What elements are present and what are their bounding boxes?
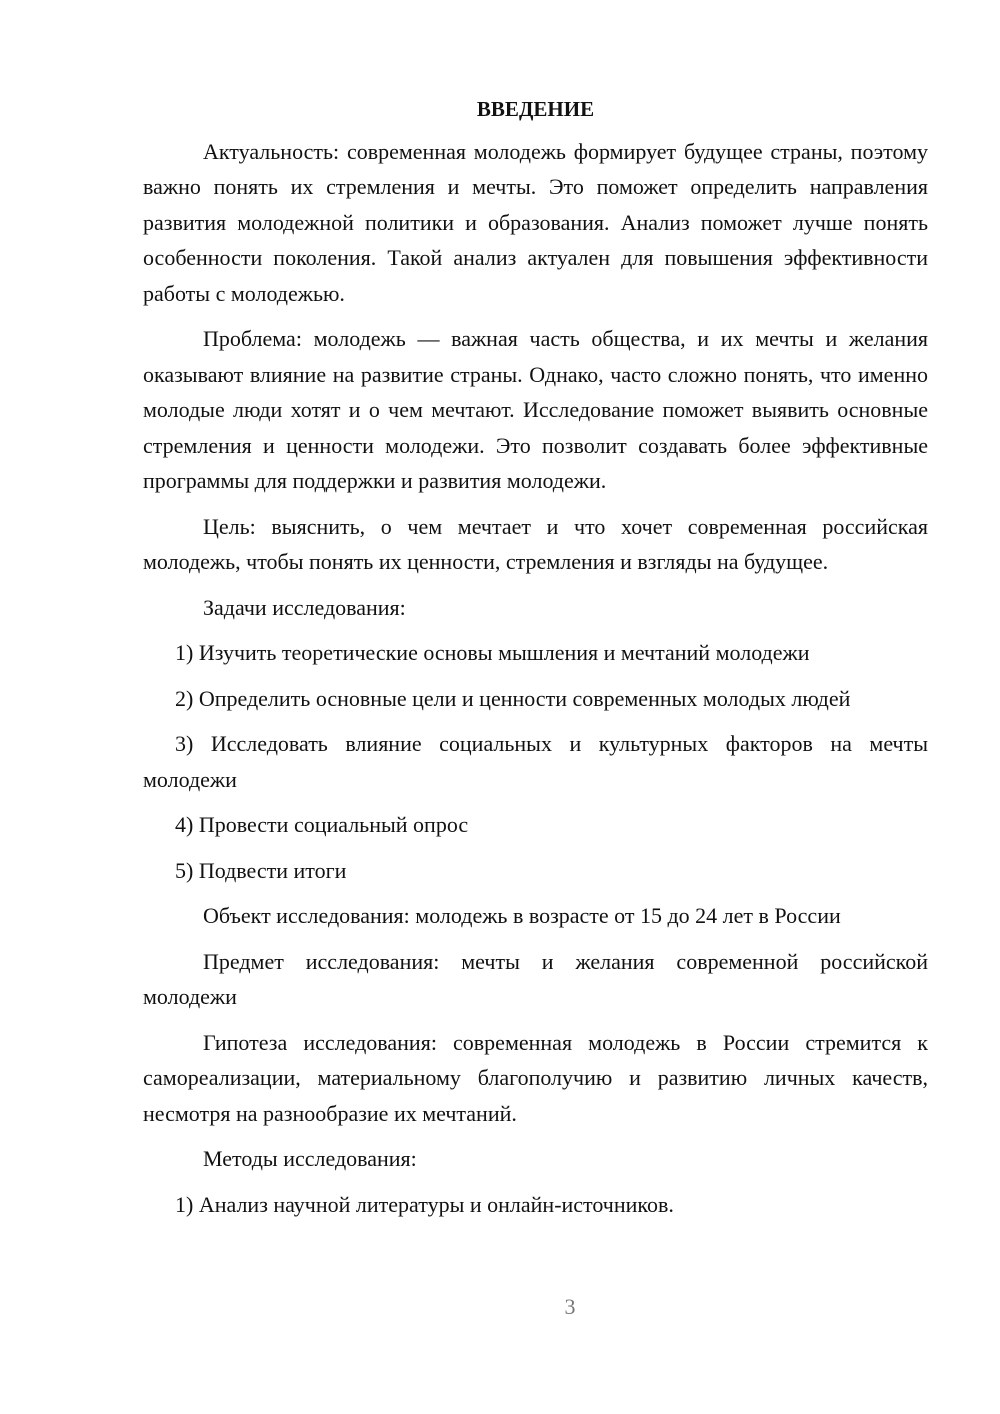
paragraph-goal: Цель: выяснить, о чем мечтает и что хочет современная российская молодежь, чтобы понять их ценности, стремления и взгляды на будущее. [143,513,928,574]
paragraph-hypothesis: Гипотеза исследования: современная молодежь в России стремится к самореализации, материальному благополучию и развитию личных качеств, несмотря на разнообразие их мечтаний. [143,1029,928,1126]
document-page [143,92,928,1232]
section-title: ВВЕДЕНИЕ [476,97,595,121]
paragraph-problem: Проблема: молодежь — важная часть общества, и их мечты и желания оказывают влияние на развитие страны. Однако, часто сложно понять, что именно молодые люди хотят и о чем мечтают. Исследование поможет выявить основные стремления и ценности молодежи. Это позволит создавать более эффективные программы для поддержки и развития молодежи. [143,326,928,493]
task-item-3: 3) Исследовать влияние социальных и культурных факторов на мечты молодежи [143,731,928,792]
paragraph-subject: Предмет исследования: мечты и желания современной российской молодежи [143,948,928,1009]
method-item-1: 1) Анализ научной литературы и онлайн-источников. [175,1191,674,1217]
paragraph-relevance: Актуальность: современная молодежь формирует будущее страны, поэтому важно понять их стремления и мечты. Это поможет определить направления развития молодежной политики и образования. Анализ поможет лучше понять особенности поколения. Такой анализ актуален для повышения эффективности работы с молодежью. [143,138,928,306]
task-item-2: 2) Определить основные цели и ценности современных молодых людей [175,685,851,711]
paragraph-tasks-heading: Задачи исследования: [203,594,406,620]
task-item-5: 5) Подвести итоги [175,857,347,883]
task-item-4: 4) Провести социальный опрос [175,812,469,837]
paragraph-methods-heading: Методы исследования: [203,1146,417,1171]
page-number: 3 [564,1294,576,1319]
task-item-1: 1) Изучить теоретические основы мышления и мечтаний молодежи [175,640,810,665]
paragraph-object: Объект исследования: молодежь в возрасте от 15 до 24 лет в России [203,903,841,928]
